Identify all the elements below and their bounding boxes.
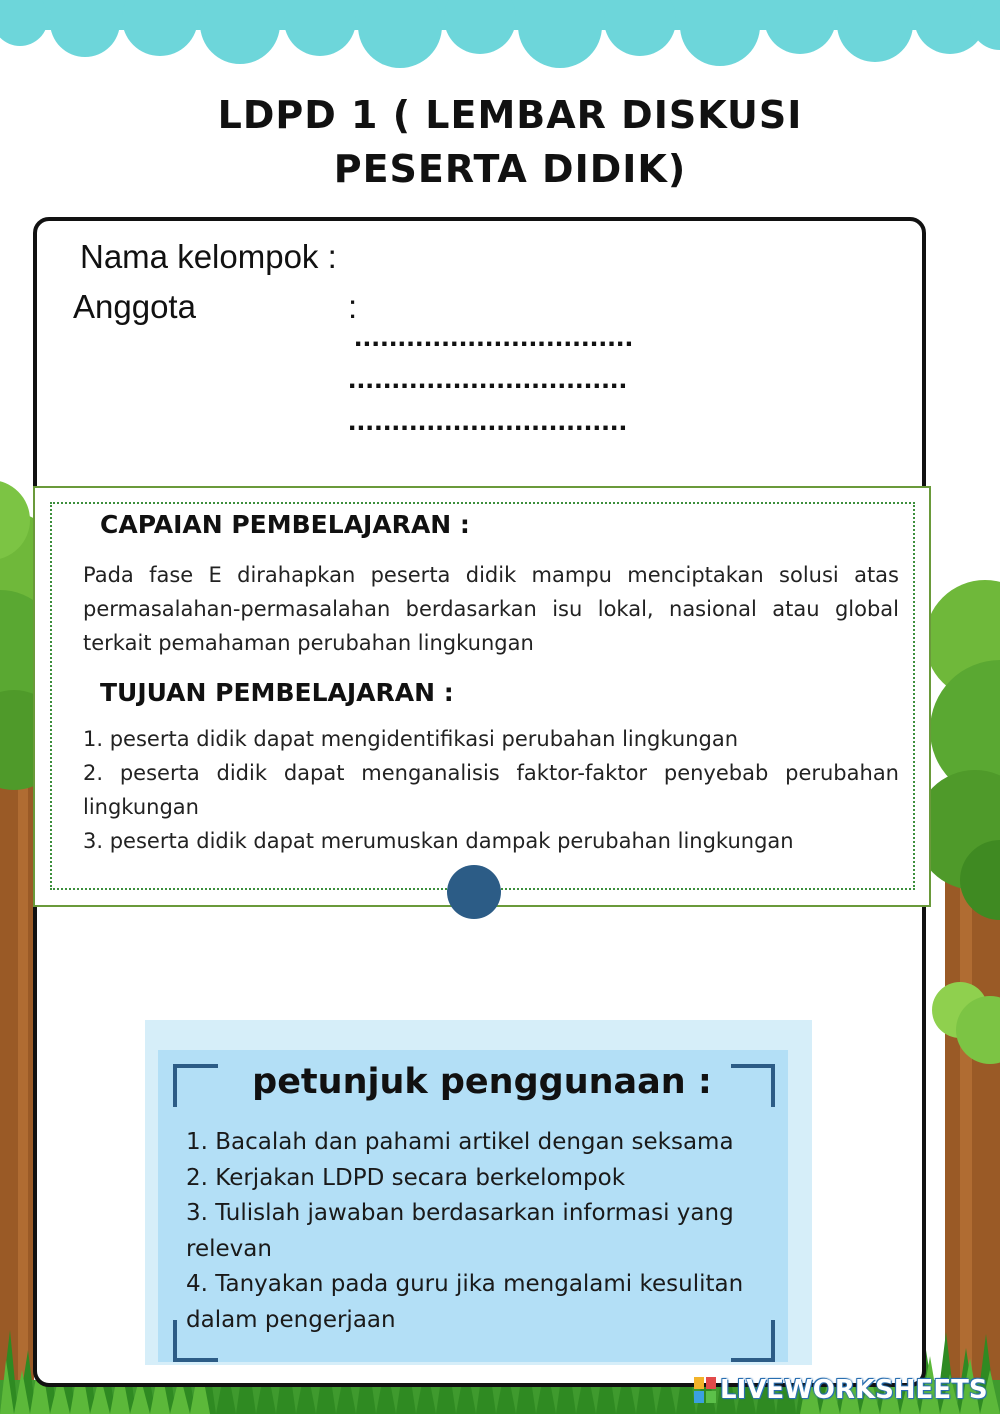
petunjuk-item-2: 2. Kerjakan LDPD secara berkelompok <box>186 1164 626 1191</box>
anggota-colon: : <box>348 288 358 325</box>
anggota-blank-line-1[interactable]: ................................ <box>354 320 634 353</box>
anggota-label: Anggota <box>73 288 196 325</box>
liveworksheets-logo-icon <box>694 1377 716 1403</box>
anggota-blank-line-3[interactable]: ................................ <box>348 404 628 437</box>
anggota-blank-line-2[interactable]: ................................ <box>348 362 628 395</box>
liveworksheets-watermark <box>694 1374 988 1406</box>
petunjuk-item-3: 3. Tulislah jawaban berdasarkan informasi yang relevan <box>186 1200 734 1262</box>
capaian-heading: CAPAIAN PEMBELAJARAN : <box>100 510 470 539</box>
sign-pin-icon <box>447 865 501 919</box>
petunjuk-list <box>186 1125 776 1338</box>
petunjuk-heading: petunjuk penggunaan : <box>252 1062 712 1102</box>
page-title: LDPD 1 ( LEMBAR DISKUSI PESERTA DIDIK) <box>217 93 803 191</box>
tujuan-item-2: 2. peserta didik dapat menganalisis faktor-faktor penyebab perubahan lingkungan <box>83 761 899 819</box>
tujuan-item-3: 3. peserta didik dapat merumuskan dampak perubahan lingkungan <box>83 829 794 853</box>
tujuan-item-1: 1. peserta didik dapat mengidentifikasi perubahan lingkungan <box>83 727 739 751</box>
tujuan-heading: TUJUAN PEMBELAJARAN : <box>100 678 454 707</box>
watermark-text: LIVEWORKSHEETS <box>720 1375 988 1405</box>
capaian-text: Pada fase E dirahapkan peserta didik mampu menciptakan solusi atas permasalahan-permasalahan berdasarkan isu lokal, nasional atau global terkait pemahaman perubahan lingkungan <box>83 563 899 655</box>
petunjuk-item-1: 1. Bacalah dan pahami artikel dengan seksama <box>186 1129 734 1155</box>
petunjuk-item-4: 4. Tanyakan pada guru jika mengalami kesulitan dalam pengerjaan <box>186 1271 744 1333</box>
nama-kelompok-label: Nama kelompok : <box>80 238 337 275</box>
